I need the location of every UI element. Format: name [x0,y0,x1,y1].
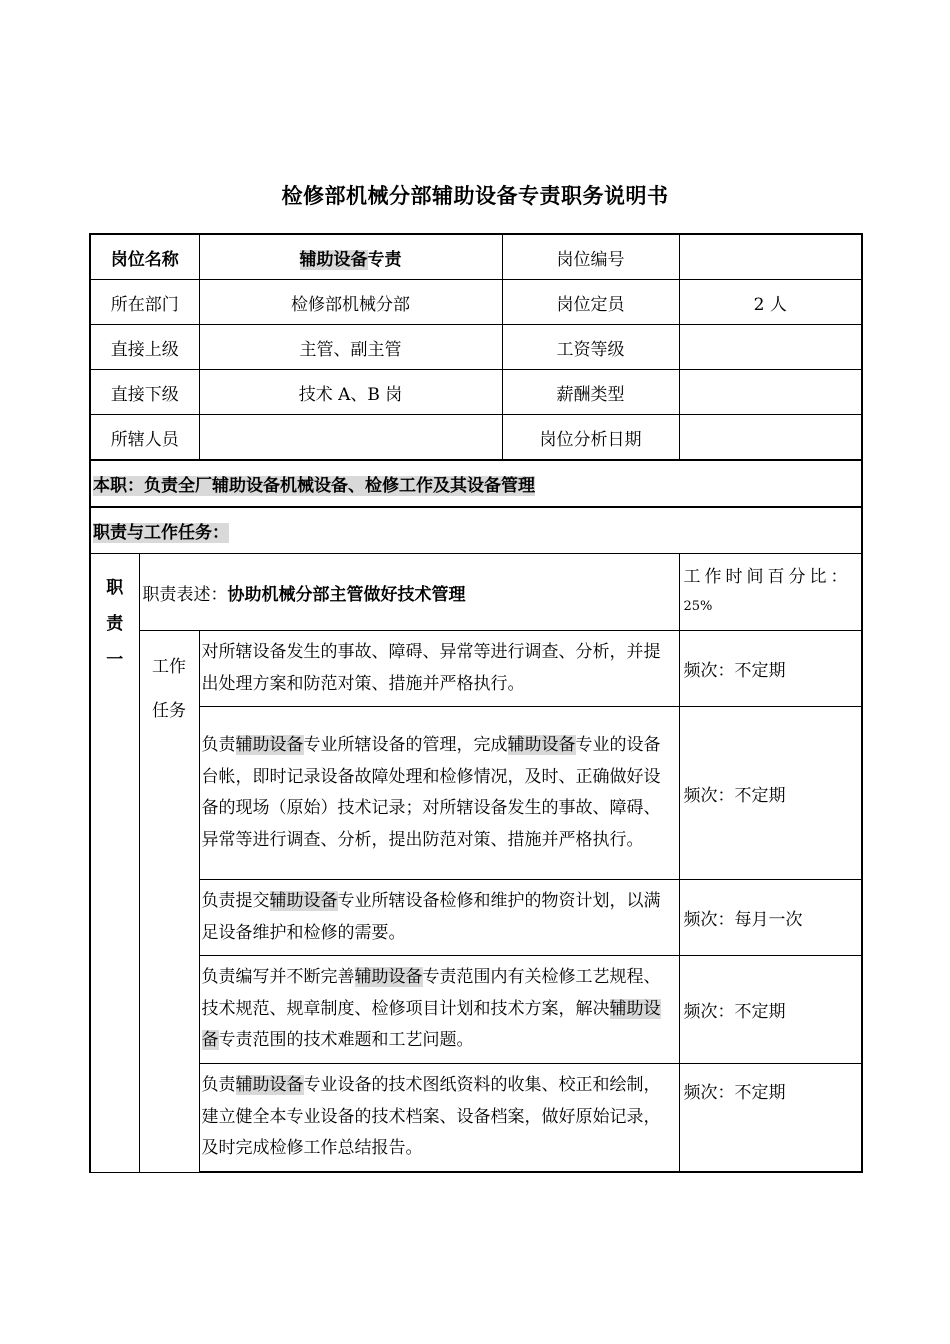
task-text-segment: 负责 [201,1075,236,1096]
superior-label: 直接上级 [90,325,199,370]
task-row [90,880,862,956]
task-text [199,707,679,880]
task-row [90,1064,862,1173]
row-department [90,280,862,325]
duty-one-label: 职 责 一 [90,554,139,1173]
row-position-name [90,234,862,280]
time-percentage: 工作时间百分比： 25% [679,554,862,631]
task-text-segment: 专业所辖设备检修和维护的物资计划，以满足设备维护和检修的需要。 [201,891,661,943]
superior-value: 主管、副主管 [199,325,502,370]
task-text-segment: 专业所辖设备的管理，完成 [303,735,508,755]
task-row [90,631,862,707]
highlighted-term: 辅助设备 [235,1075,304,1096]
task-text-segment: 专业的设备台帐，即时记录设备故障处理和检修情况，及时、正确做好设备的现场（原始）技术记录；对所辖设备发生的事故、障碍、异常等进行调查、分析，提出防范对策、措施并严格执行。 [201,735,661,850]
staff-label: 所辖人员 [90,415,199,461]
pay-type-label: 薪酬类型 [502,370,679,415]
task-text-segment: 负责提交 [201,891,270,911]
task-text [199,956,679,1064]
task-frequency: 频次：每月一次 [679,880,862,956]
department-value: 检修部机械分部 [199,280,502,325]
position-name-value: 辅助设备专责 [199,234,502,280]
pay-type-value [679,370,862,415]
task-row [90,707,862,880]
task-text [199,631,679,707]
task-text [199,1064,679,1173]
duties-header: 职责与工作任务： [90,507,862,554]
task-text-segment: 专业设备的技术图纸资料的收集、校正和绘制，建立健全本专业设备的技术档案、设备档案，做好原始记录，及时完成检修工作总结报告。 [201,1075,661,1159]
row-duties-header [90,507,862,554]
work-task-label: 工作 任务 [139,631,199,1173]
row-superior [90,325,862,370]
task-row [90,956,862,1064]
task-text-segment: 专责范围的技术难题和工艺问题。 [218,1030,474,1051]
row-duty-statement [90,554,862,631]
analysis-date-label: 岗位分析日期 [502,415,679,461]
position-code-label: 岗位编号 [502,234,679,280]
analysis-date-value [679,415,862,461]
duty-statement: 职责表述：协助机械分部主管做好技术管理 [139,554,679,631]
task-frequency: 频次：不定期 [679,956,862,1064]
row-subordinate [90,370,862,415]
task-frequency: 频次：不定期 [679,707,862,880]
task-text-segment: 对所辖设备发生的事故、障碍、异常等进行调查、分析，并提出处理方案和防范对策、措施并严格执行。 [201,642,661,694]
highlighted-term: 辅助设备 [269,891,338,911]
subordinate-value: 技术 A、B 岗 [199,370,502,415]
staff-value [199,415,502,461]
highlighted-term: 辅助设备 [201,998,661,1051]
task-text-segment: 负责 [201,735,236,755]
document-title: 检修部机械分部辅助设备专责职务说明书 [281,184,669,208]
task-text [199,880,679,956]
duty-summary: 本职：负责全厂辅助设备机械设备、检修工作及其设备管理 [90,460,862,507]
row-duty-summary [90,460,862,507]
position-name-label: 岗位名称 [90,234,199,280]
salary-grade-label: 工资等级 [502,325,679,370]
headcount-value: 2 人 [679,280,862,325]
department-label: 所在部门 [90,280,199,325]
task-frequency: 频次：不定期 [679,631,862,707]
position-code-value [679,234,862,280]
job-description-table [89,233,863,1173]
headcount-label: 岗位定员 [502,280,679,325]
highlighted-term: 辅助设备 [507,735,576,755]
salary-grade-value [679,325,862,370]
row-staff [90,415,862,461]
subordinate-label: 直接下级 [90,370,199,415]
highlighted-term: 辅助设备 [235,735,304,755]
task-text-segment: 专责范围内有关检修工艺规程、技术规范、规章制度、检修项目计划和技术方案，解决 [201,967,661,1019]
highlighted-term: 辅助设备 [354,967,423,988]
task-text-segment: 负责编写并不断完善 [201,967,355,988]
task-frequency: 频次：不定期 [679,1064,862,1173]
